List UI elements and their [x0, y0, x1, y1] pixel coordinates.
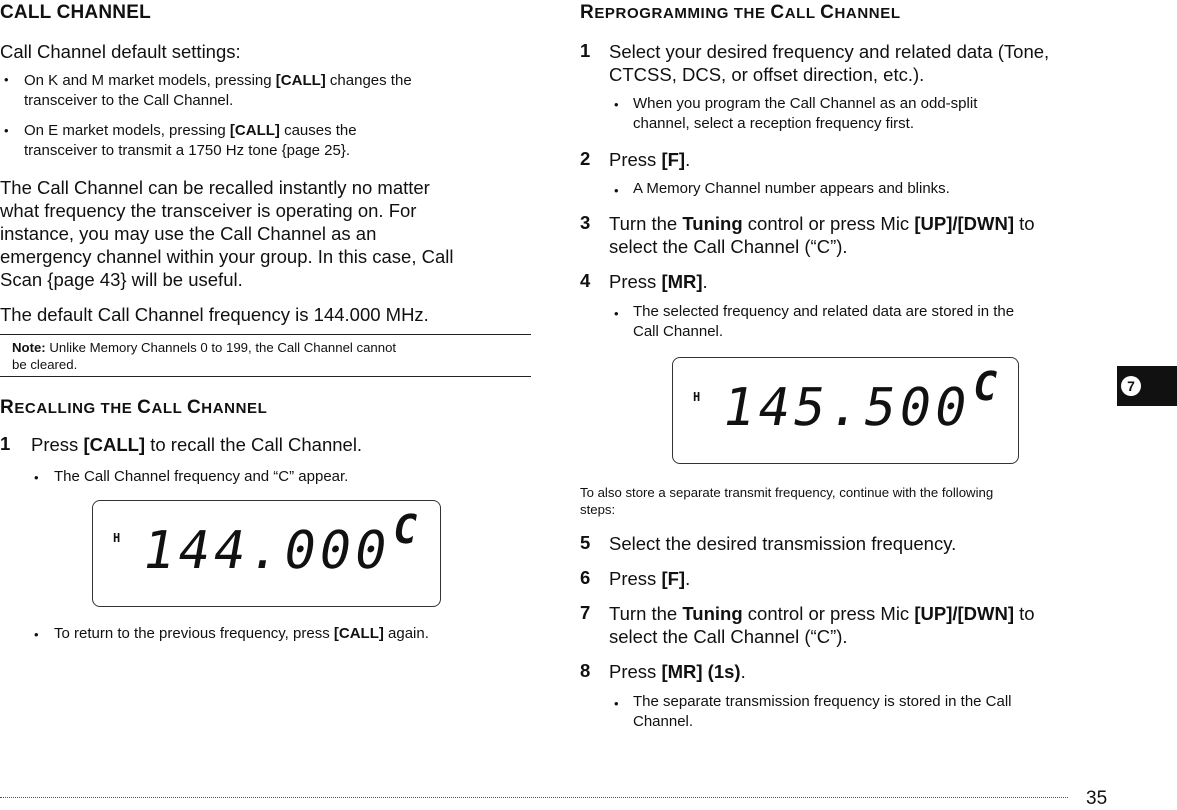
reprogram-subtitle: REPROGRAMMING THE CALL CHANNEL [580, 2, 901, 23]
step-number: 1 [0, 433, 11, 454]
reprogram-step-1: Select your desired frequency and related data (Tone, CTCSS, DCS, or offset direction, etc.). [609, 41, 1050, 85]
note-rule-bottom [0, 376, 531, 377]
reprogram-step-2: Press [F]. [609, 149, 691, 170]
bullet-dot: • [614, 97, 619, 112]
chapter-tab [1117, 366, 1177, 406]
step-number: 5 [580, 532, 591, 553]
lcd-call-indicator: C [388, 507, 422, 553]
bullet-dot: • [4, 123, 9, 138]
return-bullet: To return to the previous frequency, press [CALL] again. [54, 625, 429, 642]
reprogram-step-2-bullet: A Memory Channel number appears and blinks. [633, 180, 950, 197]
bullet-dot: • [614, 183, 619, 198]
note-rule-top [0, 334, 531, 335]
chapter-number: 7 [1121, 376, 1141, 396]
bullet-dot: • [614, 306, 619, 321]
lcd-display-reprogram [672, 357, 1019, 464]
default-bullet-2: On E market models, pressing [CALL] causes the transceiver to transmit a 1750 Hz tone {page 25}. [24, 122, 357, 159]
reprogram-step-4: Press [MR]. [609, 271, 708, 292]
reprogram-step-4-bullet: The selected frequency and related data are stored in the Call Channel. [633, 303, 1015, 340]
step-number: 8 [580, 660, 591, 681]
bullet-dot: • [4, 72, 9, 87]
reprogram-step-7: Turn the Tuning control or press Mic [UP]/[DWN] to select the Call Channel (“C”). [609, 603, 1035, 647]
reprogram-step-6: Press [F]. [609, 568, 691, 589]
lcd-frequency: 144.000 [137, 521, 396, 581]
reprogram-step-5: Select the desired transmission frequency. [609, 533, 957, 554]
default-frequency-text: The default Call Channel frequency is 144.000 MHz. [0, 304, 429, 325]
step-number: 2 [580, 148, 591, 169]
default-bullet-1: On K and M market models, pressing [CALL] changes the transceiver to the Call Channel. [24, 72, 412, 109]
step-number: 3 [580, 212, 591, 233]
step-number: 6 [580, 567, 591, 588]
also-store-note: To also store a separate transmit frequency, continue with the following steps: [580, 485, 994, 517]
step-number: 1 [580, 40, 591, 61]
lcd-high-power-indicator: H [693, 390, 701, 404]
recall-step-1: Press [CALL] to recall the Call Channel. [31, 434, 363, 455]
lcd-call-indicator: C [968, 364, 1002, 410]
bullet-dot: • [614, 696, 619, 711]
reprogram-step-3: Turn the Tuning control or press Mic [UP]/[DWN] to select the Call Channel (“C”). [609, 213, 1035, 257]
defaults-heading: Call Channel default settings: [0, 41, 241, 62]
reprogram-step-1-bullet: When you program the Call Channel as an odd-split channel, select a reception frequency first. [633, 95, 978, 132]
reprogram-step-8: Press [MR] (1s). [609, 661, 746, 682]
step-number: 7 [580, 602, 591, 623]
lcd-display-recall [92, 500, 441, 607]
bullet-dot: • [34, 470, 39, 485]
recall-subtitle: RECALLING THE CALL CHANNEL [0, 397, 268, 418]
page-number: 35 [1086, 788, 1108, 809]
lcd-frequency: 145.500 [717, 378, 976, 438]
lcd-high-power-indicator: H [113, 531, 121, 545]
step-number: 4 [580, 270, 591, 291]
reprogram-step-8-bullet: The separate transmission frequency is stored in the Call Channel. [633, 693, 1012, 730]
section-title: CALL CHANNEL [0, 2, 151, 23]
footer-dotted-rule [0, 797, 1068, 798]
intro-paragraph: The Call Channel can be recalled instantly no matter what frequency the transceiver is operating on. For instance, you may use the Call Channel as an emergency channel within your group. In this case, Call Scan {page 43} will be useful. [0, 177, 454, 290]
bullet-dot: • [34, 627, 39, 642]
note-box: Note: Unlike Memory Channels 0 to 199, the Call Channel cannot be cleared. [12, 340, 397, 372]
recall-step-1-bullet: The Call Channel frequency and “C” appear. [54, 468, 349, 485]
